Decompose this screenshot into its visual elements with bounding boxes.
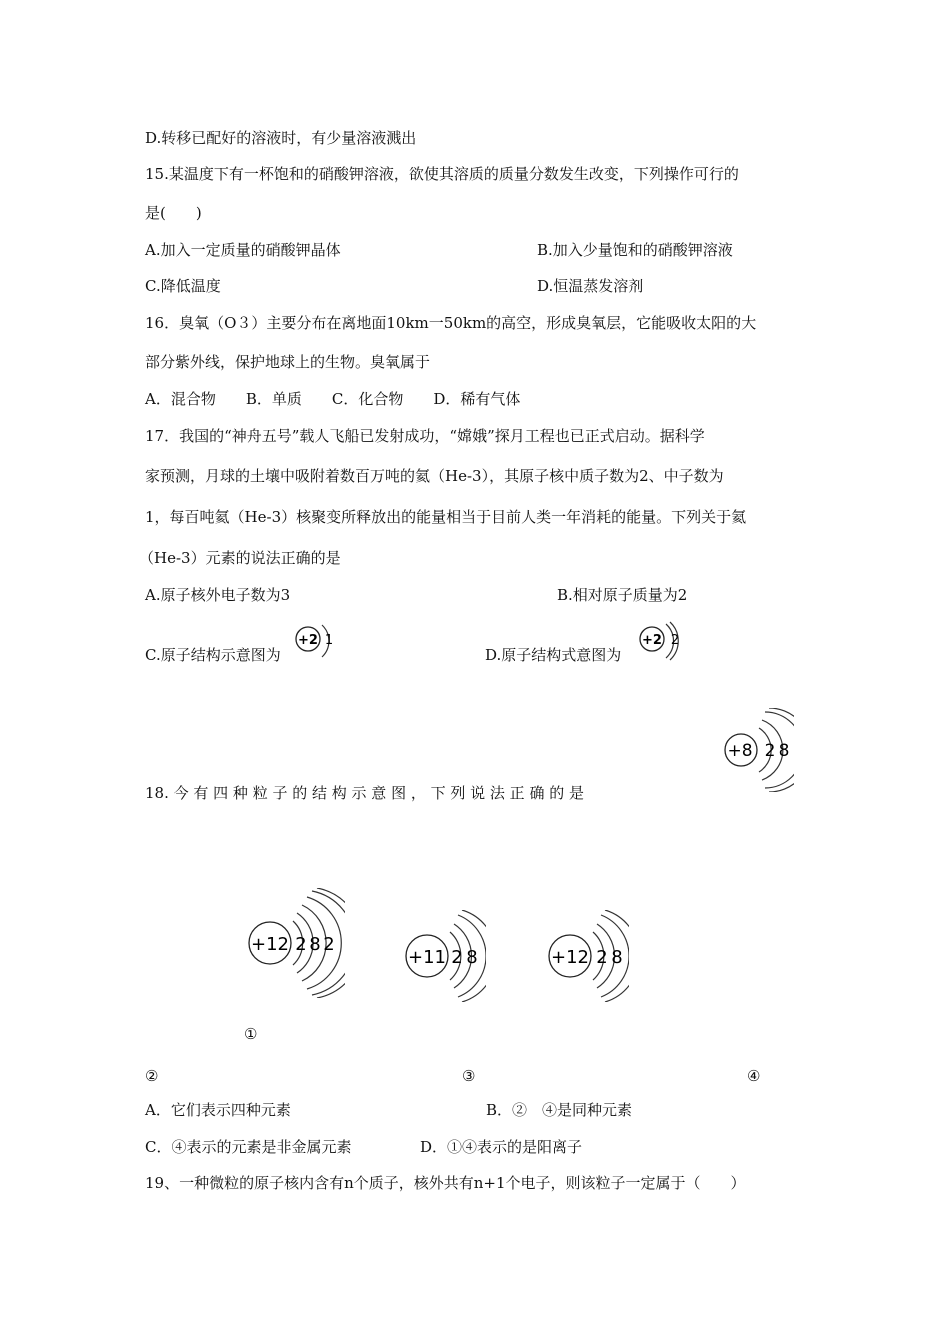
q17-option-b: B.相对原子质量为2 <box>557 586 688 604</box>
particle-1-nucleus: +8 <box>727 741 753 761</box>
label-3: ③ <box>462 1067 476 1085</box>
particle-diagram-4 <box>545 910 629 1002</box>
particle-diagram-2 <box>245 888 345 998</box>
q17-stem-line2: 家预测，月球的土壤中吸附着数百万吨的氦（He-3），其原子核中质子数为2、中子数为 <box>145 467 724 485</box>
atom-c-nucleus: +2 <box>298 633 318 648</box>
q17-option-c: C.原子结构示意图为 <box>145 646 281 664</box>
particle-3-nucleus: +11 <box>408 947 446 968</box>
particle-diagram-1 <box>722 708 794 792</box>
q19-stem: 19、一种微粒的原子核内含有n个质子，核外共有n+1个电子，则该粒子一定属于（ ） <box>145 1174 746 1192</box>
q15-stem-line2: 是( ) <box>145 204 202 222</box>
q17-option-d: D.原子结构式意图为 <box>485 646 622 664</box>
particle-diagram-3 <box>402 910 486 1002</box>
atom-diagram-d <box>637 620 685 662</box>
q15-option-d: D.恒温蒸发溶剂 <box>537 277 644 295</box>
q15-option-b: B.加入少量饱和的硝酸钾溶液 <box>537 241 733 259</box>
q16-stem-line1: 16．臭氧（О３）主要分布在离地面10km一50km的高空，形成臭氧层，它能吸收太阳的大 <box>145 314 757 332</box>
particle-4-shell-2: 8 <box>611 947 623 968</box>
q17-stem-line4: （He-3）元素的说法正确的是 <box>139 549 341 567</box>
q17-option-a: A.原子核外电子数为3 <box>145 586 291 604</box>
particle-1-shell-1: 2 <box>764 741 776 761</box>
label-4: ④ <box>747 1067 761 1085</box>
particle-4-shell-1: 2 <box>596 947 608 968</box>
q18-option-c: C．④表示的元素是非金属元素 <box>145 1138 352 1156</box>
atom-d-nucleus: +2 <box>642 633 662 648</box>
q14-option-d: D.转移已配好的溶液时，有少量溶液溅出 <box>145 129 417 147</box>
atom-c-shell-1: 1 <box>324 633 334 648</box>
q17-stem-line1: 17．我国的“神舟五号”载人飞船已发射成功，“嫦娥”探月工程也已正式启动。据科学 <box>145 427 705 445</box>
particle-2-shell-2: 8 <box>309 934 321 955</box>
particle-2-shell-1: 2 <box>295 934 307 955</box>
q15-option-a: A.加入一定质量的硝酸钾晶体 <box>145 241 341 259</box>
particle-2-shell-3: 2 <box>323 934 335 955</box>
q17-stem-line3: 1，每百吨氦（He-3）核聚变所释放出的能量相当于目前人类一年消耗的能量。下列关于氦 <box>145 508 747 526</box>
q18-option-a: A．它们表示四种元素 <box>145 1101 291 1119</box>
q16-options: A．混合物 B．单质 C．化合物 D．稀有气体 <box>145 390 521 408</box>
q16-stem-line2: 部分紫外线，保护地球上的生物。臭氧属于 <box>145 353 431 371</box>
q15-option-c: C.降低温度 <box>145 277 221 295</box>
q18-stem: 18. 今 有 四 种 粒 子 的 结 构 示 意 图 ， 下 列 说 法 正 确 的 是 <box>145 784 584 802</box>
q15-stem-line1: 15.某温度下有一杯饱和的硝酸钾溶液，欲使其溶质的质量分数发生改变，下列操作可行的 <box>145 165 739 183</box>
q18-option-b: B．② ④是同种元素 <box>486 1101 633 1119</box>
particle-4-nucleus: +12 <box>551 947 589 968</box>
label-1: ① <box>244 1025 258 1043</box>
atom-d-shell-1: 2 <box>670 633 680 648</box>
atom-diagram-c <box>293 620 338 662</box>
particle-3-shell-1: 2 <box>451 947 463 968</box>
particle-2-nucleus: +12 <box>251 934 289 955</box>
label-2: ② <box>145 1067 159 1085</box>
particle-1-shell-2: 8 <box>778 741 790 761</box>
particle-3-shell-2: 8 <box>466 947 478 968</box>
q18-option-d: D．①④表示的是阳离子 <box>420 1138 583 1156</box>
